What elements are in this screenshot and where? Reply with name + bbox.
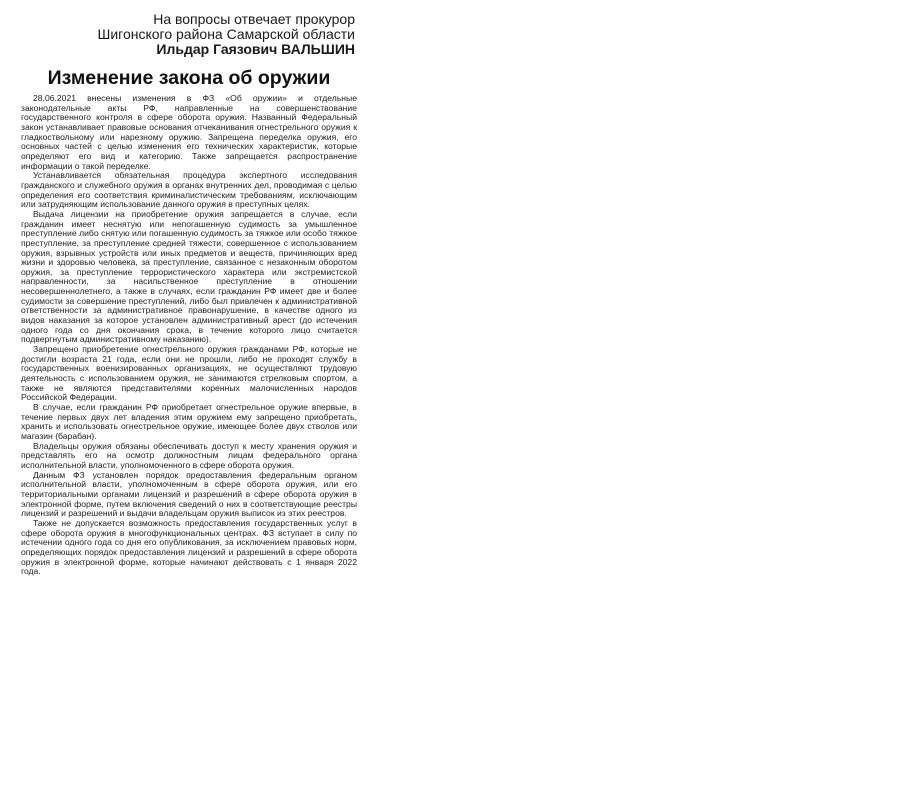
article-paragraph: В случае, если гражданин РФ приобретает огнестрельное оружие впервые, в течение первых двух лет владения этим оружием ему запрещено приобретать, хранить и использовать огнестрельное оружие, имеющее более двух стволов или магазин (барабан). bbox=[21, 402, 357, 441]
article-title: Изменение закона об оружии bbox=[47, 67, 331, 89]
article-paragraph: Также не допускается возможность предоставления государственных услуг в сфере оборота оружия в многофункциональных центрах. ФЗ вступает в силу по истечении одного года со дня его опубликования, за исключением правовых норм, определяющих порядок предоставления лицензий и разрешений в сфере оборота оружия в электронной форме, которые начинают действовать с 1 января 2022 года. bbox=[21, 517, 357, 577]
article-paragraph: 28.06.2021 внесены изменения в ФЗ «Об оружии» и отдельные законодательные акты РФ, направленные на совершенствование государственного контроля в сфере оборота оружия. Названный Федеральный закон устанавливает правовые основания отчеканивания огнестрельного оружия к гладкоствольному или нарезному оружию. Запрещена переделка оружия, его основных частей с целью изменения его технических характеристик, которые определяют его вид и категорию. Также запрещается распространение информации о такой переделке. bbox=[21, 93, 357, 171]
article-paragraph: Данным ФЗ установлен порядок предоставления федеральным органом исполнительной власти, уполномоченным в сфере оборота оружия, или его территориальными органами лицензий и разрешений в сфере оборота оружия в электронной форме, путем включения сведений о них в соответствующие реестры лицензий и разрешений и выдачи владельцам оружия выписок из этих реестров. bbox=[21, 469, 357, 519]
byline-line-1: На вопросы отвечает прокурор bbox=[153, 11, 355, 27]
byline bbox=[21, 12, 357, 57]
article-column bbox=[21, 12, 357, 577]
article-paragraph: Устанавливается обязательная процедура экспертного исследования гражданского и служебного оружия в органах внутренних дел, проводимая с целью определения его соответствия криминалистическим требованиям, исключающим или затрудняющим использование данного оружия в преступных целях. bbox=[21, 170, 357, 210]
article-paragraph: Запрещено приобретение огнестрельного оружия гражданами РФ, которые не достигли возраста 21 года, если они не прошли, либо не проходят службу в государственных военизированных организациях, не осуществляют трудовую деятельность с использованием оружия, не занимаются стрелковым спортом, а также не являются представителями коренных малочисленных народов Российской Федерации. bbox=[21, 344, 357, 403]
article-paragraph: Выдача лицензии на приобретение оружия запрещается в случае, если гражданин имеет неснятую или непогашенную судимость за умышленное преступление либо снятую или погашенную судимость за тяжкое или особо тяжкое преступление, за преступление средней тяжести, совершенное с использованием оружия, взрывных устройств или иных предметов и веществ, причиняющих вред жизни и здоровью человека, за преступление, связанное с незаконным оборотом оружия, за преступление террористического характера или экстремистской направленности, за насильственное преступление в отношении несовершеннолетнего, а также в случаях, если гражданин РФ имеет две и более судимости за совершение преступлений, либо был привлечен к административной ответственности за административное правонарушение, в качестве одного из видов наказания за которое установлен административный арест (до истечения одного года со дня окончания срока, в течение которого лицо считается подвергнутым административному наказанию). bbox=[21, 208, 357, 345]
byline-author: Ильдар Гаязович ВАЛЬШИН bbox=[156, 41, 355, 57]
article-body bbox=[21, 94, 357, 577]
article-paragraph: Владельцы оружия обязаны обеспечивать доступ к месту хранения оружия и представлять его на осмотр должностным лицам федерального органа исполнительной власти, уполномоченного в сфере оборота оружия. bbox=[21, 440, 357, 470]
byline-line-2: Шигонского района Самарской области bbox=[97, 26, 355, 42]
